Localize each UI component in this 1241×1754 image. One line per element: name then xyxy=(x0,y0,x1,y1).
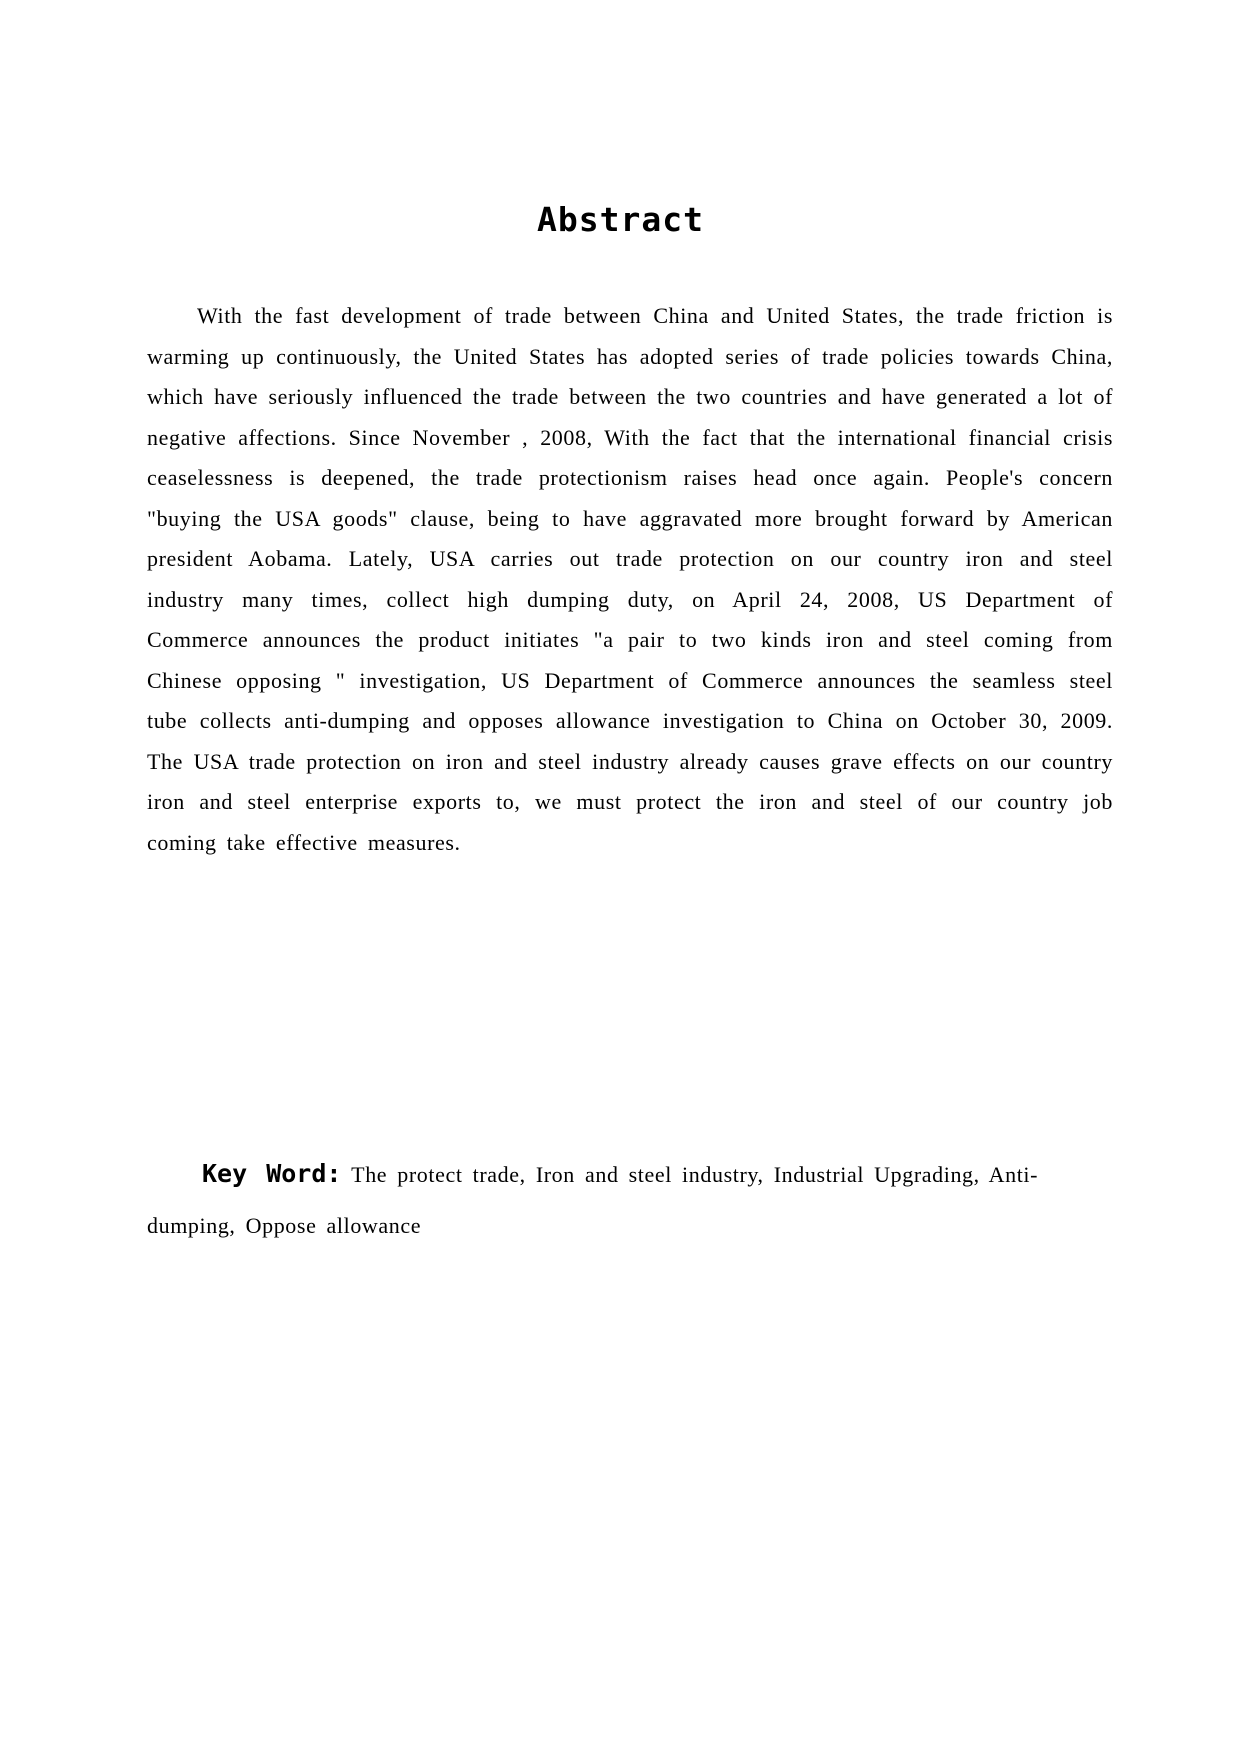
keywords-paragraph xyxy=(147,1148,1113,1251)
abstract-title: Abstract xyxy=(537,200,704,239)
keywords-label: Key Word: xyxy=(202,1159,342,1188)
keywords-list: The protect trade, Iron and steel industry, Industrial Upgrading, Anti-dumping, Oppose allowance xyxy=(147,1162,1039,1238)
abstract-body: With the fast development of trade between China and United States, the trade friction is warming up continuously, the United States has adopted series of trade policies towards China, which have seriously influenced the trade between the two countries and have generated a lot of negative affections. Since November , 2008, With the fact that the international financial crisis ceaselessness is deepened, the trade protectionism raises head once again. People's concern "buying the USA goods" clause, being to have aggravated more brought forward by American president Aobama. Lately, USA carries out trade protection on our country iron and steel industry many times, collect high dumping duty, on April 24, 2008, US Department of Commerce announces the product initiates "a pair to two kinds iron and steel coming from Chinese opposing " investigation, US Department of Commerce announces the seamless steel tube collects anti-dumping and opposes allowance investigation to China on October 30, 2009. The USA trade protection on iron and steel industry already causes grave effects on our country iron and steel enterprise exports to, we must protect the iron and steel of our country job coming take effective measures. xyxy=(147,303,1113,855)
